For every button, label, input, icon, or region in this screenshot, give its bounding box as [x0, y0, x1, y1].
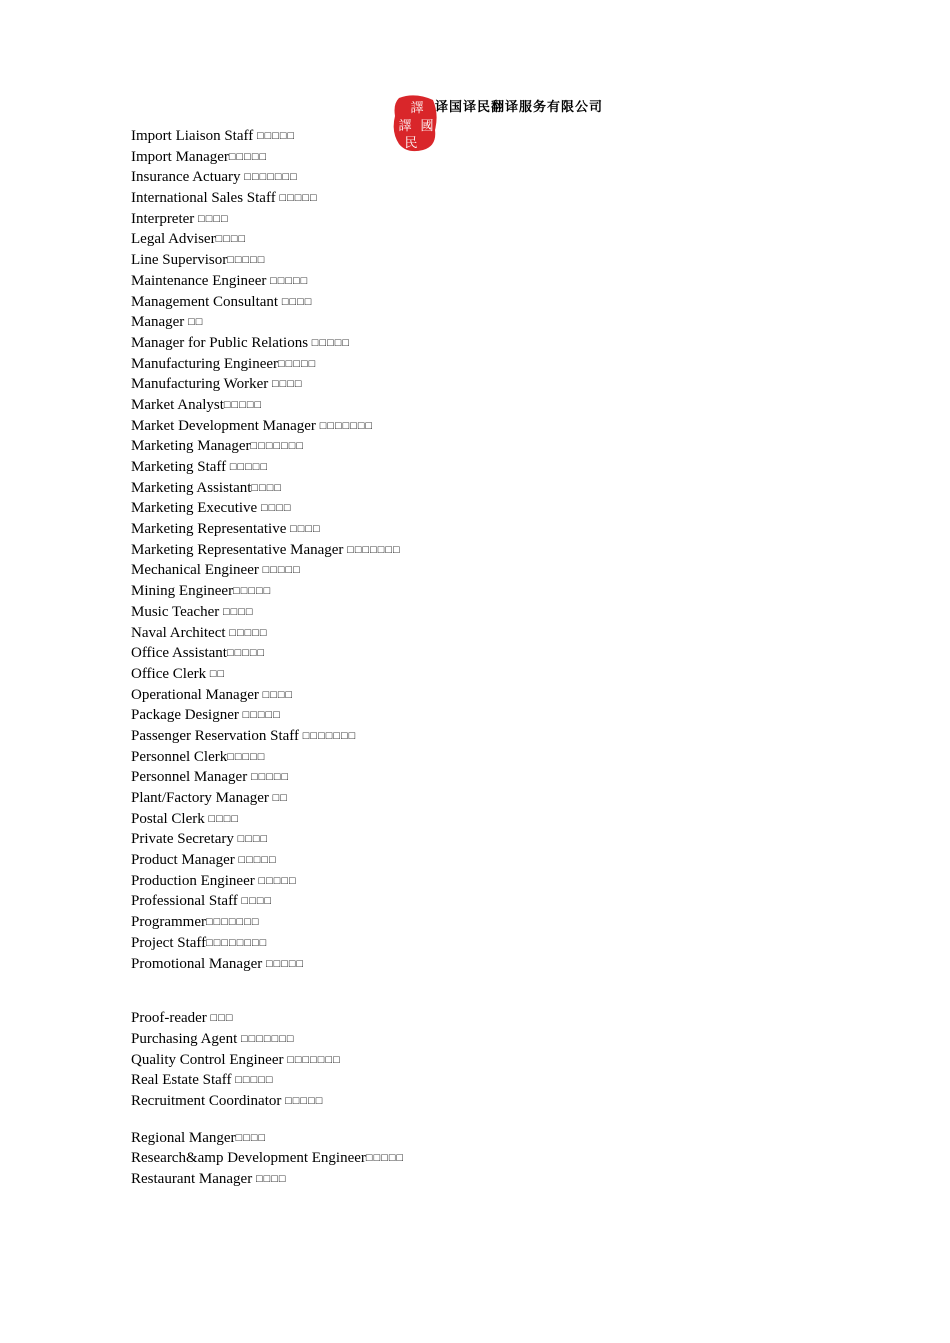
- list-item: [131, 374, 404, 395]
- job-title-english: Recruitment Coordinator: [131, 1092, 282, 1109]
- job-title-english: International Sales Staff: [131, 190, 276, 207]
- list-item: [131, 623, 404, 644]
- job-title-chinese: □□□□: [286, 523, 321, 536]
- job-title-english: Manufacturing Engineer: [131, 355, 279, 372]
- job-title-chinese: □□□□□: [281, 1094, 324, 1107]
- job-title-english: Naval Architect: [131, 624, 226, 641]
- job-title-chinese: □□□□□: [278, 357, 317, 370]
- list-item: [131, 891, 404, 912]
- list-item: [131, 954, 404, 975]
- job-title-chinese: □□□□□: [247, 771, 290, 784]
- list-item: [131, 188, 404, 209]
- svg-text:國: 國: [420, 119, 434, 134]
- list-item: [131, 1091, 404, 1112]
- job-title-english: Plant/Factory Manager: [131, 790, 269, 806]
- list-item: [131, 602, 404, 623]
- job-title-chinese: □□□□□□□: [315, 419, 374, 432]
- job-title-chinese: □□□□□: [308, 336, 351, 349]
- job-title-english: Programmer: [131, 914, 206, 931]
- job-title-english: Personnel Clerk: [131, 748, 228, 765]
- job-title-english: Proof-reader: [131, 1010, 207, 1027]
- job-title-english: Import Manager: [131, 148, 229, 165]
- job-title-english: Line Supervisor: [131, 252, 228, 269]
- job-title-english: Manufacturing Worker: [131, 376, 269, 393]
- list-item: [131, 829, 404, 850]
- list-item: [131, 747, 404, 768]
- list-item: [131, 478, 404, 499]
- job-title-list: [131, 126, 404, 1190]
- job-title-english: Insurance Actuary: [131, 169, 241, 186]
- job-title-english: Import Liaison Staff: [131, 128, 254, 144]
- job-title-chinese: □□□□□: [365, 1152, 405, 1165]
- job-title-english: Research&amp Development Engineer: [131, 1150, 366, 1167]
- job-title-english: Real Estate Staff: [131, 1072, 232, 1089]
- job-title-english: Mechanical Engineer: [131, 562, 259, 579]
- job-title-chinese: □□□□□: [238, 709, 281, 722]
- list-item: [131, 126, 404, 147]
- job-title-chinese: □□□□: [251, 481, 282, 494]
- job-title-english: Personnel Manager: [131, 769, 248, 786]
- list-item: [131, 333, 404, 354]
- job-title-english: Marketing Staff: [131, 459, 227, 475]
- job-title-english: Legal Adviser: [131, 231, 216, 248]
- list-item: [131, 1029, 404, 1050]
- list-item: [131, 1008, 404, 1029]
- job-title-chinese: □□□: [206, 1012, 234, 1025]
- job-title-english: Marketing Manager: [131, 438, 251, 455]
- job-title-english: Product Manager: [131, 852, 235, 869]
- list-item: [131, 912, 404, 933]
- job-title-english: Market Development Manager: [131, 417, 316, 434]
- list-item: [131, 1148, 404, 1169]
- job-title-chinese: □□□□□□□: [299, 729, 357, 742]
- job-title-english: Passenger Reservation Staff: [131, 727, 300, 744]
- list-item: [131, 685, 404, 706]
- job-title-english: Professional Staff: [131, 893, 238, 910]
- list-item: [131, 767, 404, 788]
- job-title-chinese: □□□□□: [258, 564, 301, 577]
- list-item: [131, 312, 404, 333]
- job-title-chinese: □□□□□: [231, 1074, 274, 1087]
- job-title-chinese: □□□□□: [266, 274, 309, 287]
- svg-text:譯: 譯: [398, 119, 412, 134]
- job-title-chinese: □□□□: [233, 833, 269, 846]
- list-item: [131, 581, 404, 602]
- list-item: [131, 229, 404, 250]
- list-item: [131, 209, 404, 230]
- list-item: [131, 933, 404, 954]
- job-title-english: Package Designer: [131, 707, 239, 724]
- list-item: [131, 871, 404, 892]
- job-title-english: Promotional Manager: [131, 955, 263, 972]
- job-title-chinese: □□□□□: [262, 957, 305, 970]
- list-item: [131, 436, 404, 457]
- job-title-chinese: □□□□□: [225, 626, 268, 639]
- job-title-chinese: □□: [184, 316, 204, 329]
- job-title-english: Restaurant Manager: [131, 1171, 253, 1187]
- list-item: [131, 850, 404, 871]
- job-title-chinese: □□□□□□□: [343, 543, 401, 556]
- job-title-english: Office Assistant: [131, 645, 227, 662]
- job-title-chinese: □□□□□: [227, 254, 266, 267]
- job-title-chinese: □□□□: [219, 605, 254, 618]
- list-item: [131, 560, 404, 581]
- job-title-chinese: □□: [206, 667, 226, 680]
- job-title-english: Mining Engineer: [131, 583, 234, 600]
- job-title-chinese: □□□□: [204, 812, 240, 825]
- job-title-english: Production Engineer: [131, 872, 255, 889]
- job-title-english: Regional Manger: [131, 1129, 236, 1146]
- list-item: [131, 250, 404, 271]
- job-title-english: Manager for Public Relations: [131, 334, 309, 351]
- list-item: [131, 705, 404, 726]
- job-title-english: Purchasing Agent: [131, 1030, 238, 1047]
- job-title-chinese: □□□□: [235, 1131, 267, 1144]
- job-title-english: Operational Manager: [131, 686, 259, 703]
- job-title-english: Music Teacher: [131, 603, 220, 620]
- job-title-chinese: □□□□□: [226, 461, 269, 473]
- job-title-chinese: □□□□: [252, 1173, 287, 1185]
- job-title-english: Management Consultant: [131, 293, 279, 310]
- job-title-english: Market Analyst: [131, 396, 224, 413]
- job-title-chinese: □□□□□: [223, 398, 263, 411]
- job-title-chinese: □□□□□□□: [240, 171, 298, 184]
- job-title-english: Marketing Representative: [131, 521, 287, 538]
- job-title-english: Manager: [131, 314, 185, 331]
- job-title-chinese: □□□□□□□□: [206, 936, 268, 949]
- company-header: [393, 92, 653, 158]
- job-title-chinese: □□□□: [278, 295, 313, 308]
- list-item: [131, 664, 404, 685]
- job-title-english: Marketing Executive: [131, 500, 258, 517]
- list-item: [131, 395, 404, 416]
- list-item: [131, 457, 404, 478]
- list-item: [131, 1169, 404, 1190]
- job-title-chinese: □□□□□□□: [250, 440, 305, 453]
- list-item: [131, 809, 404, 830]
- job-title-chinese: □□□□: [268, 378, 303, 391]
- job-title-english: Marketing Assistant: [131, 479, 252, 496]
- list-item: [131, 540, 404, 561]
- list-item: [131, 788, 404, 809]
- job-title-chinese: □□: [268, 792, 288, 804]
- job-title-chinese: □□□□□: [227, 750, 266, 763]
- list-item: [131, 167, 404, 188]
- job-title-chinese: □□□□□□□: [237, 1032, 295, 1045]
- job-title-chinese: □□□□: [237, 895, 273, 908]
- job-title-chinese: □□□□□: [275, 192, 318, 205]
- job-title-english: Interpreter: [131, 210, 195, 227]
- list-item: [131, 354, 404, 375]
- job-title-english: Marketing Representative Manager: [131, 541, 344, 558]
- job-title-english: Project Staff: [131, 934, 207, 951]
- job-title-chinese: □□□□: [215, 233, 247, 246]
- list-item: [131, 147, 404, 168]
- svg-text:譯: 譯: [410, 101, 424, 116]
- list-item: [131, 271, 404, 292]
- list-item: [131, 1070, 404, 1091]
- job-title-chinese: □□□□□□□: [205, 916, 260, 929]
- list-item: [131, 292, 404, 313]
- list-item: [131, 519, 404, 540]
- list-item: [131, 1050, 404, 1071]
- job-title-chinese: □□□□□: [253, 130, 296, 142]
- list-item: [131, 726, 404, 747]
- job-title-english: Postal Clerk: [131, 810, 205, 827]
- job-title-chinese: □□□□□: [233, 585, 272, 598]
- job-title-english: Maintenance Engineer: [131, 272, 267, 289]
- svg-text:民: 民: [404, 136, 418, 151]
- job-title-chinese: □□□□□: [234, 854, 277, 867]
- job-title-chinese: □□□□: [258, 688, 294, 701]
- job-title-chinese: □□□□: [194, 212, 229, 225]
- list-item: [131, 643, 404, 664]
- list-item: [131, 1128, 404, 1149]
- job-title-english: Private Secretary: [131, 831, 234, 848]
- job-title-chinese: □□□□□□□: [283, 1053, 341, 1066]
- job-title-english: Quality Control Engineer: [131, 1051, 284, 1068]
- company-name: 译国译民翻译服务有限公司: [435, 100, 604, 115]
- job-title-chinese: □□□□□: [228, 150, 268, 163]
- job-title-chinese: □□□□□: [254, 874, 297, 887]
- list-item: [131, 498, 404, 519]
- job-title-english: Office Clerk: [131, 665, 207, 682]
- job-title-chinese: □□□□: [257, 502, 292, 515]
- list-item: [131, 416, 404, 437]
- job-title-chinese: □□□□□: [226, 647, 266, 660]
